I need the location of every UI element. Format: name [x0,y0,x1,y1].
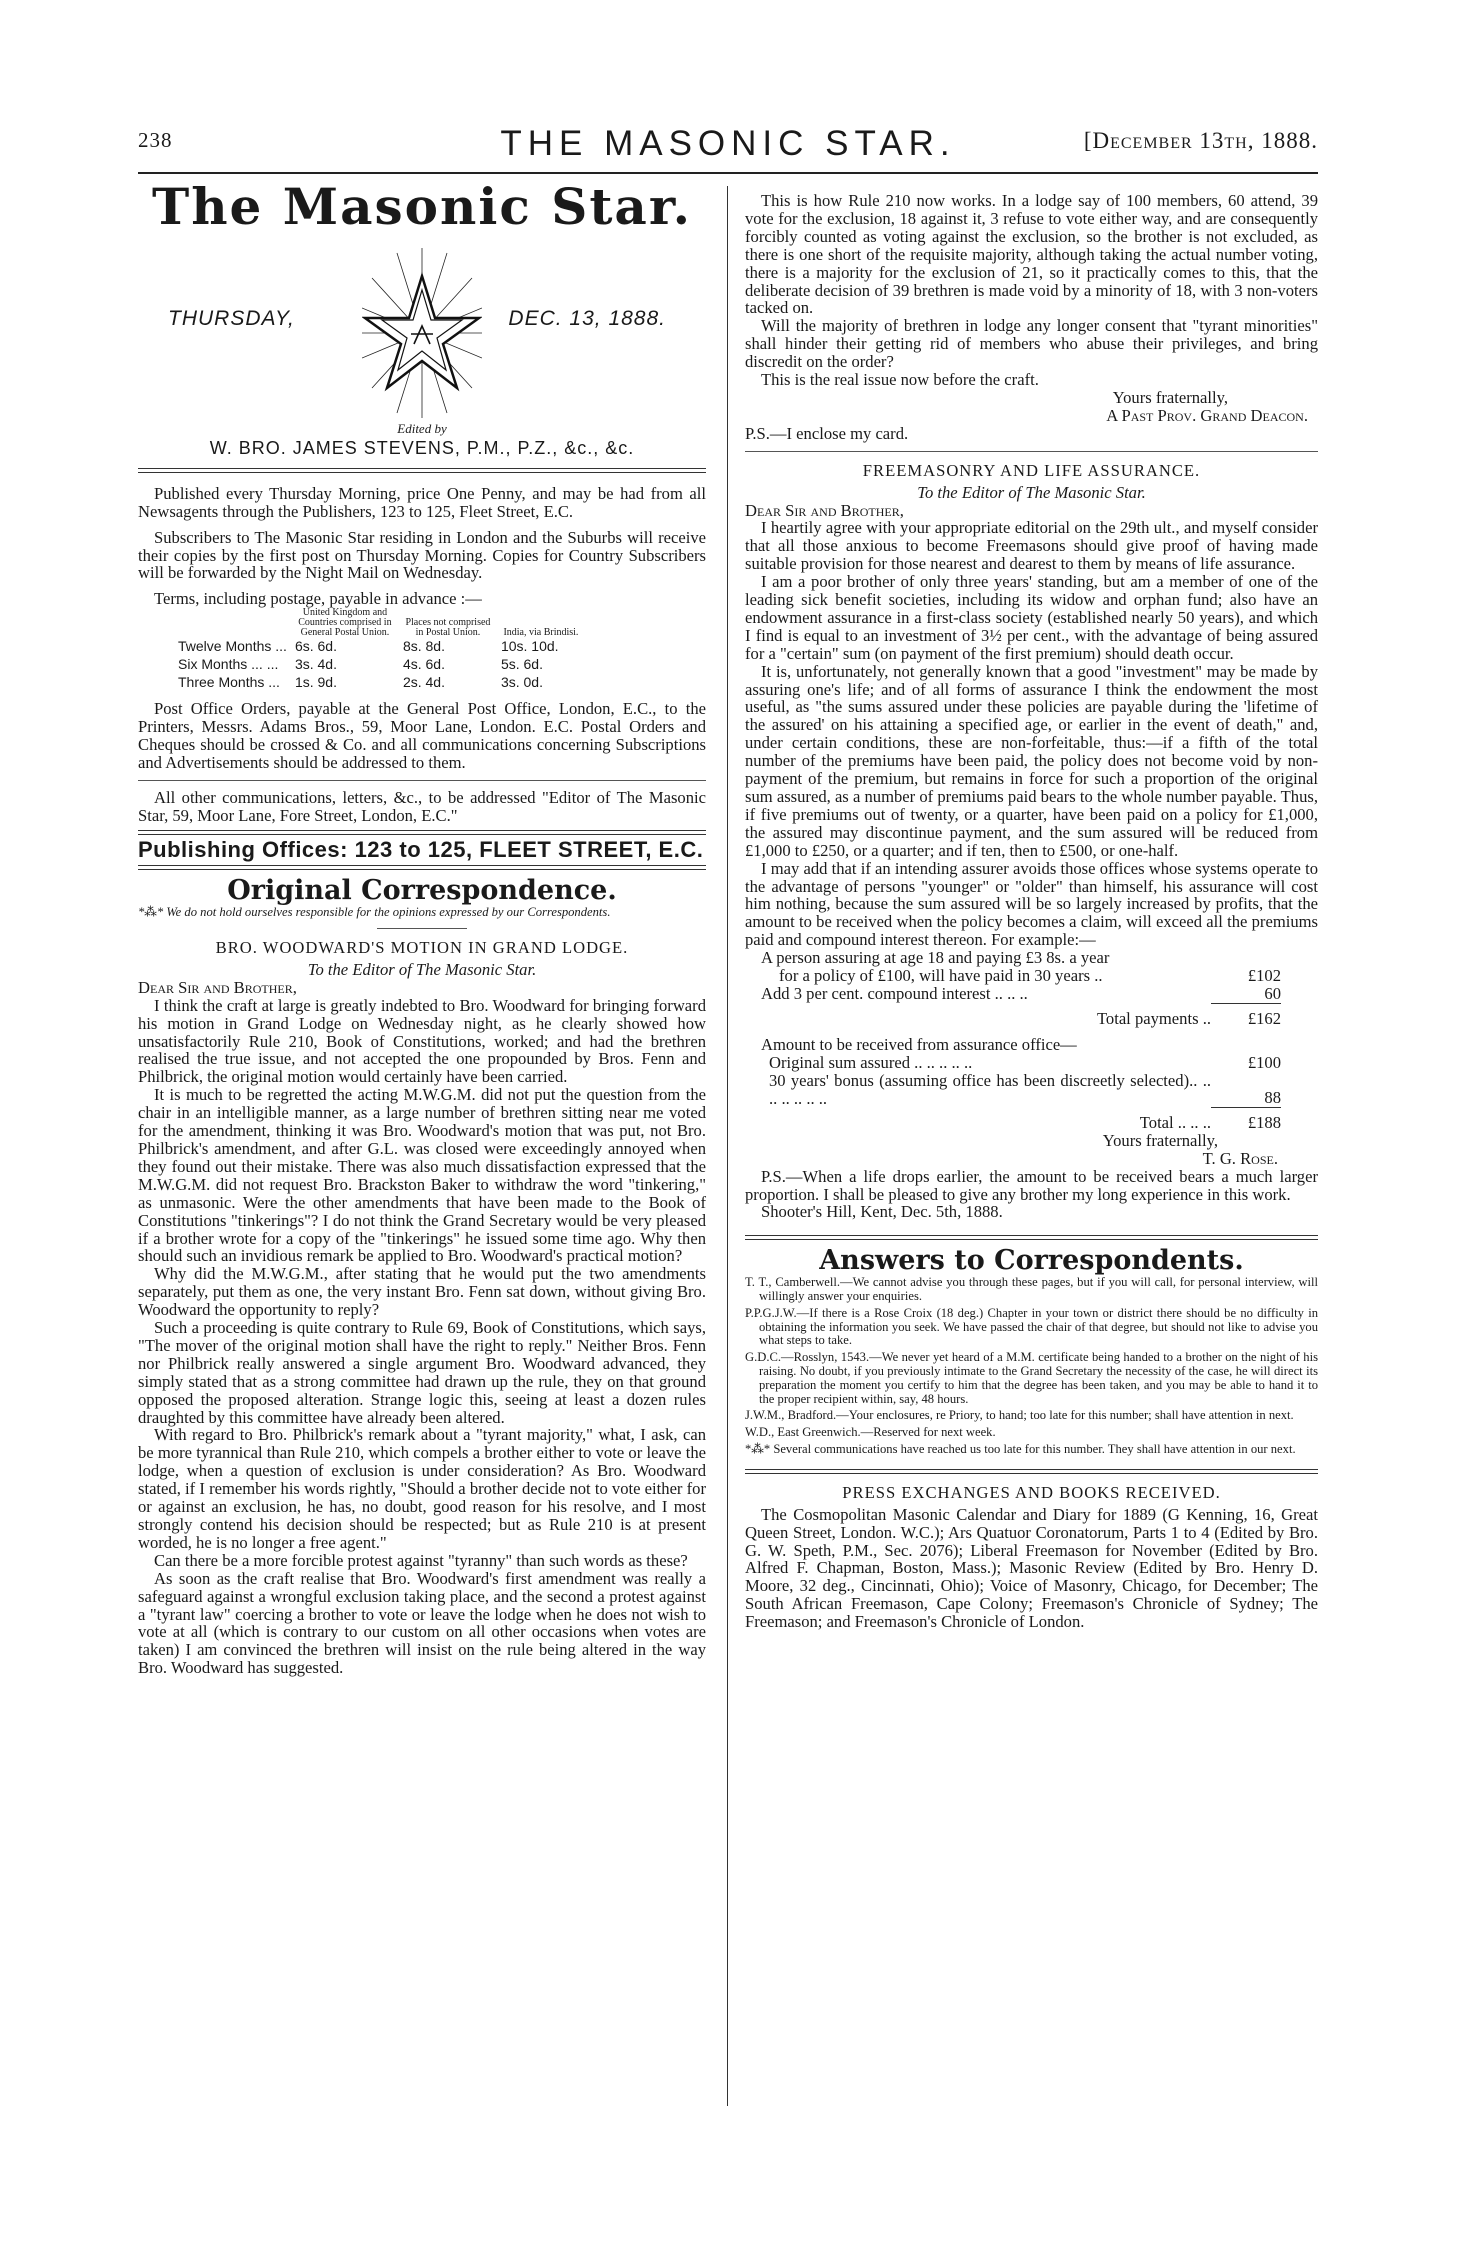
publishing-offices: Publishing Offices: 123 to 125, FLEET STREET, E.C. [138,837,704,863]
masthead-row [138,258,706,428]
letter-paragraph: Will the majority of brethren in lodge any longer consent that "tyrant minorities" shall hinder their getting rid of members who abuse their privileges, and bring discredit on the order? [745,316,1318,372]
right-column [745,192,1318,1631]
salutation: Dear Sir and Brother, [138,977,297,997]
header-rule [138,172,1318,174]
masthead-date: DEC. 13, 1888. [508,307,666,330]
terms-header-india: India, via Brindisi. [503,627,579,639]
letter-paragraph: It is much to be regretted the acting M.W.G.M. did not put the question from the chair in an intelligible manner, as a large number of brethren sitting near me voted for the amendment, thinking it was Bro. Woodward's motion that was put, not Bro. Philbrick's amendment, and after G.L. was closed were exceedingly annoyed when they found out their mistake. There was also much dissatisfaction expressed that the M.W.G.M. did not request Bro. Brackston Baker to withdraw the word "tinkering," as unmasonic. Were the other amendments that have been made to the Book of Constitutions "tinkerings"? I do not think the Grand Secretary would be very pleased if a brother wrote for a copy of the "tinkerings" he issued some time ago. Why then should such an invidious remark be applied to Bro. Woodward's practical motion? [138,1085,706,1266]
terms-row: Three Months ... 1s. 9d. 2s. 4d. 3s. 0d. [178,674,543,691]
column-divider [727,186,728,2106]
page-header [138,124,1318,168]
masthead-title: The Masonic Star. [152,177,692,236]
letter-paragraph: It is, unfortunately, not generally known that a good "investment" may be made by assuring one's life; and of all forms of assurance I think the endowment the most useful, as "the sums assured under these policies are payable during the 'lifetime of the assured' on his attaining a specified age, or earlier in the event of death," and, under certain conditions, these are non-forfeitable, thus:—if a fifth of the total number of the premiums have been paid, the policy does not become void by non-payment of the premium, but remains in force for such a proportion of the original sum assured, as a number of premiums paid bears to the whole number payable. Thus, if five premiums out of twenty, or a quarter, have been paid on a policy for £1,000, the assured may discontinue payment, and the sum assured will be reduced from £1,000 to £250, or a quarter; and if ten, then to £500, or one-half. [745,661,1318,860]
letter-paragraph: I heartily agree with your appropriate editorial on the 29th ult., and myself consider that all those anxious to become Freemasons should give proof of having made suitable provision for those nearest and dearest to them by means of life assurance. [745,518,1318,574]
divider [745,451,1318,452]
answers-heading: Answers to Correspondents. [819,1245,1244,1277]
list-item: J.W.M., Bradford.—Your enclosures, re Priory, to hand; too late for this number; shall have attention in next. [745,1408,1294,1423]
double-rule [745,1235,1318,1240]
closing: Yours fraternally, [1102,1130,1218,1150]
letter2-to-editor: To the Editor of The Masonic Star. [917,482,1146,502]
press-text: The Cosmopolitan Masonic Calendar and Diary for 1889 (G Kenning, 16, Great Queen Street, London. W.C.); Ars Quatuor Coronatorum, Parts 1 to 4 (Edited by Bro. G. W. Speth, P.M., Sec. 2076); Liberal Freemason for November (Edited by Bro. Alfred F. Chapman, Boston, Mass.); Masonic Review (Edited by Bro. Henry D. Moore, 32 deg., Cincinnati, Ohio); Voice of Masonry, Chicago, for December; The South African Freemason, Cape Colony; Freemason's Chronicle of Sydney; The Freemason; and Freemason's Chronicle of London. [745,1504,1318,1632]
signer: T. G. Rose. [1202,1148,1278,1168]
terms-header-uk: United Kingdom and Countries comprised in General Postal Union. [298,607,392,639]
assurance-calculation: A person assuring at age 18 and paying £3 8s. a year for a policy of £100, will have paid in 30 years .. £102 Add 3 per cent. compound interest .. .. .. 60 Total payments .. £162 Amount to be received from assurance office— Original sum assured .. .. .. .. .. £100 30 years' bonus (assuming office has been discreetly selected).. .. .. .. .. .. .. 88 Total .. .. .. £188 [761,948,1281,1132]
letter-paragraph: I may add that if an intending assurer avoids those offices whose systems operate to the advantage of persons "younger" or "older" than himself, his assurance will cost him nothing, because the sum assured will be so largely increased by profits, that the amount to be received when the policy becomes a claim, will exceed all the premiums paid and compound interest thereon. For example:— [745,858,1318,950]
page-number: 238 [138,128,173,152]
list-item: *⁂* Several communications have reached us too late for this number. They shall have attention in our next. [745,1442,1296,1457]
subscription-terms-table [178,608,589,692]
press-heading: PRESS EXCHANGES AND BOOKS RECEIVED. [842,1482,1221,1502]
running-title: THE MASONIC STAR. [500,124,956,163]
letter-paragraph: I am a poor brother of only three years' standing, but am a member of one of the leading sick benefit societies, including its widow and orphan fund; also have an endowment assurance in a first-class society (established nearly 50 years), and which I find is equal to an investment of 3½ per cent., with the advantage of being assured for a "certain" sum (on payment of the first premium) should death occur. [745,572,1318,663]
double-rule [745,1469,1318,1474]
letter-paragraph: Such a proceeding is quite contrary to Rule 69, Book of Constitutions, which says, "The mover of the original motion shall have the right to reply." Neither Bros. Fenn nor Philbrick really answered a single argument Bro. Woodward advanced, they simply stated that as a strong committee had drawn up the rule, they on that ground opposed the proposed alteration. Strange logic this, seeing at least a dozen rules draughted by this committee have already been altered. [138,1318,706,1427]
terms-row: Six Months ... ... 3s. 4d. 4s. 6d. 5s. 6d. [178,656,543,673]
masthead-day: THURSDAY, [168,307,295,330]
answers-list [745,1276,1318,1457]
list-item: G.D.C.—Rosslyn, 1543.—We never yet heard of a M.M. certificate being handed to a brother on the night of his raising. No doubt, if you previously intimate to the Grand Secretary the necessity of the case, he will direct its preparation the moment you certify to him that the degree has been taken, and you may be able to hand it to the proper recipient within, say, 48 hours. [745,1350,1318,1406]
terms-intro: Terms, including postage, payable in advance :— [154,589,482,609]
to-editor: To the Editor of The Masonic Star. [307,959,537,979]
edited-by: Edited by [397,421,447,436]
postscript: P.S.—I enclose my card. [745,423,909,443]
subscribers-info: Subscribers to The Masonic Star residing in London and the Suburbs will receive their copies by the first post on Thursday Morning. Copies for Country Subscribers will be forwarded by the Night Mail on Wednesday. [138,527,706,583]
place-date: Shooter's Hill, Kent, Dec. 5th, 1888. [761,1202,1003,1222]
letter-paragraph: I think the craft at large is greatly indebted to Bro. Woodward for bringing forward his motion in Grand Lodge on Wednesday night, as he clearly showed how unsatisfactorily Rule 210, Book of Constitutions, worked; and had the brethren realised the true issue, and not accepted the one propounded by Bros. Fenn and Philbrick, the original motion would certainly have been carried. [138,995,706,1087]
letter-paragraph: This is the real issue now before the craft. [761,370,1039,390]
letter-paragraph: Why did the M.W.G.M., after stating that he would put the two amendments separately, put them as one, the very instant Bro. Fenn sat down, without giving Bro. Woodward the opportunity to reply? [138,1264,706,1320]
post-office-info: Post Office Orders, payable at the General Post Office, London, E.C., to the Printers, Messrs. Adams Bros., 59, Moor Lane, London. E.C. Postal Orders and Cheques should be crossed & Co. and all communications concerning Subscriptions and Advertisements should be addressed to them. [138,698,706,772]
letter2-title: FREEMASONRY AND LIFE ASSURANCE. [862,460,1201,480]
divider [138,780,706,781]
publishing-info: Published every Thursday Morning, price One Penny, and may be had from all Newsagents through the Publishers, 123 to 125, Fleet Street, E.C. [138,483,706,521]
terms-header-other: Places not comprised in Postal Union. [405,617,491,639]
letter-paragraph: As soon as the craft realise that Bro. Woodward's first amendment was really a safeguard against a wrongful exclusion taking place, and the second a protest against a "tyrant law" coercing a brother to vote or leave the lodge when he does not wish to vote at all (which is contrary to our custom on all other occasions when votes are taken) I am convinced the brethren will insist on the rule being altered in the way Bro. Woodward has suggested. [138,1568,706,1678]
list-item: T. T., Camberwell.—We cannot advise you through these pages, but if you will call, for personal interview, will willingly answer your enquiries. [745,1275,1318,1304]
disclaimer-note: *⁂* We do not hold ourselves responsible for the opinions expressed by our Correspondents. [138,905,611,920]
letter-paragraph: With regard to Bro. Philbrick's remark about a "tyrant majority," what, I ask, can be more tyrannical than Rule 210, which compels a brother either to vote or leave the lodge, when a question of exclusion is under consideration? As Bro. Woodward stated, if I remember his words rightly, "Should a brother decide not to vote either for or against an exclusion, he has, no doubt, good reason for his resolve, and I most strongly contend his decision should be respected; but as Rule 210 is at present worded, he is no longer a free agent." [138,1425,706,1552]
letter-title: BRO. WOODWARD'S MOTION IN GRAND LODGE. [215,938,629,958]
list-item: W.D., East Greenwich.—Reserved for next week. [745,1425,996,1440]
original-correspondence-heading: Original Correspondence. [227,875,617,907]
letter-paragraph: This is how Rule 210 now works. In a lodge say of 100 members, 60 attend, 39 vote for the exclusion, 18 against it, 3 refuse to vote either way, and are consequently forcibly counted as voting against the exclusion, so the brother is not excluded, as there is one short of the requisite majority, although taking the actual number voting, there is a majority for the exclusion of 21, so it practically comes to this, that the deliberate decision of 39 brethren is made void by a minority of 18, with 3 non-voters tacked on. [745,191,1318,318]
editor-address: All other communications, letters, &c., to be addressed "Editor of The Masonic Star, 59, Moor Lane, Fore Street, London, E.C." [138,787,706,825]
masonic-star-emblem-icon [362,248,482,418]
letter-paragraph: Can there be a more forcible protest against "tyranny" than such words as these? [154,1550,688,1570]
left-column [138,177,706,1678]
closing: Yours fraternally, [1112,387,1228,407]
short-divider [377,928,467,929]
header-date: [December 13th, 1888. [1083,128,1318,153]
editor-name: W. BRO. JAMES STEVENS, P.M., P.Z., &c., &c. [209,437,635,458]
letter2-salutation: Dear Sir and Brother, [745,500,904,520]
double-rule [138,865,706,870]
terms-row: Twelve Months ... 6s. 6d. 8s. 8d. 10s. 10d. [178,638,559,655]
double-rule [138,468,706,473]
list-item: P.P.G.J.W.—If there is a Rose Croix (18 deg.) Chapter in your town or district there should be no difficulty in obtaining the information you seek. We have passed the chair of that degree, but should not like to advise you what steps to take. [745,1305,1318,1348]
signer: A Past Prov. Grand Deacon. [1106,405,1308,425]
double-rule [138,830,706,835]
postscript: P.S.—When a life drops earlier, the amount to be received bears a much larger proportion. I shall be pleased to give any brother my long experience in this work. [745,1166,1318,1204]
